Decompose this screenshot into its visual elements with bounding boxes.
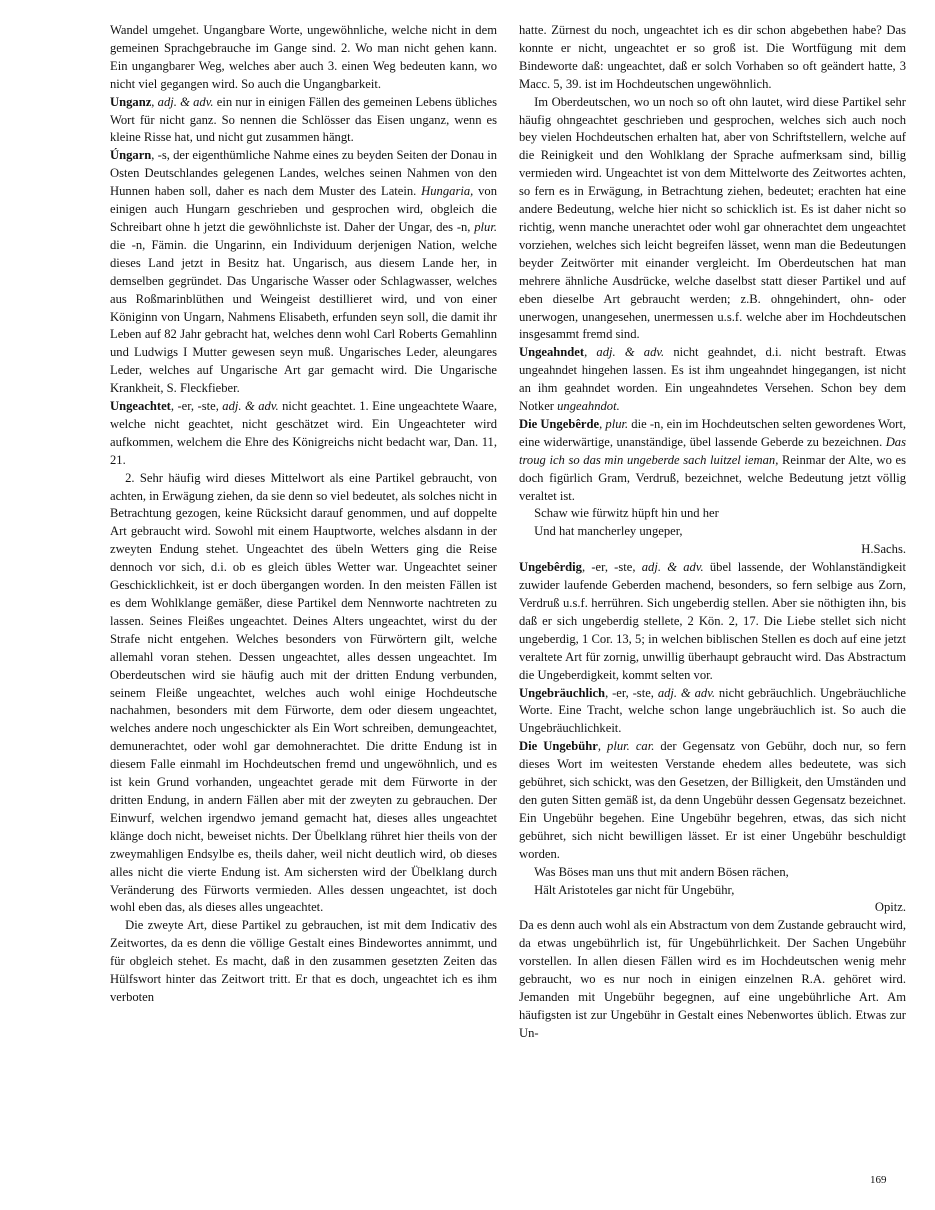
headword: Ungeachtet [110, 399, 171, 414]
grammar-label: adj. & adv. [157, 94, 214, 109]
grammar-label: adj. & adv. [641, 560, 704, 575]
entry-ungeachtet: Ungeachtet, -er, -ste, adj. & adv. nicht geachtet. 1. Eine ungeachtete Waare, welche nicht geachtet, nicht geschätzet wird. Ein Ungeachteter wird aufkommen, welchem die Ehre des Königreichs nicht bedacht war, Dan. 11, 21. [110, 399, 497, 467]
verse-attribution: H.Sachs. [861, 542, 906, 557]
entry-ungeahndet: Ungeahndet, adj. & adv. nicht geahndet, d.i. nicht bestraft. Etwas ungeahndet hingehen lassen. Es ist ihm ungeahndet hingegangen, ist nicht an ihm geahndet worden. Ein ungeahndetes Versehen. Schon bey dem Notker ungeahndot. [519, 345, 907, 414]
entry-ungebuhr: Die Ungebühr, plur. car. der Gegensatz von Gebühr, doch nur, so fern dieses Wort im weitesten Verstande ehedem alles bedeutete, was sich gebühret, sich schickt, was den Gesetzen, der Billigkeit, den Umständen und den guten Sitten gemäß ist, da denn Ungebühr dessen Gegensatz bezeichnet. Ein Ungebühr begehen. Eine Ungebühr begehren, etwas, das sich nicht gebühret, sich nicht bewilligen lässet. Er ist einer Ungebühr beschuldigt worden. [519, 739, 907, 861]
old-form: ungeahndot. [557, 399, 620, 414]
entry-ungeberde: Die Ungebêrde, plur. die -n, ein im Hochdeutschen selten gewordenes Wort, eine widerwärtige, unanständige, übel lassende Geberde zu bezeichnen. Das troug ich so das min ungeberde sach luitzel ieman, Reinmar der Alte, wo es doch figürlich Gram, Verdruß, bezeichnet, welche Bedeutung jetzt völlig veraltet ist. [519, 416, 906, 503]
grammar-label: adj. & adv. [657, 685, 715, 700]
entry-unganz: Unganz, adj. & adv. ein nur in einigen Fällen des gemeinen Lebens übliches Wort für nicht ganz. So nennen die Schlösser das Eisen unganz, wenn es kleine Risse hat, und nicht gut zusammen hängt. [110, 94, 497, 145]
verse-attribution: Opitz. [874, 900, 906, 915]
entry-ungeberdig: Ungebêrdig, -er, -ste, adj. & adv. übel lassende, der Wohlanständigkeit zuwider laufende Geberden machend, besonders, so fern selbige aus Zorn, Verdruß u.s.f. herrühren. Sich ungeberdig stellen. Aber sie nöthigten ihn, bis daß er sich ungeberdig stellete, 2 Kön. 2, 17. Die Liebe stellet sich nicht ungeberdig, 1 Cor. 13, 5; in welchen biblischen Stellen es doch auf eine jetzt veraltete Art für zornig, unwillig überhaupt gebraucht wird. Das Abstractum die Ungeberdigkeit, kommt selten vor. [519, 560, 907, 682]
page-number: 169 [870, 1174, 887, 1186]
headword: Ungebräuchlich [519, 685, 606, 700]
headword: Die Ungebêrde [519, 416, 600, 431]
latin-term: Hungaria, [421, 184, 474, 199]
left-column [110, 22, 497, 1007]
paragraph: Die zweyte Art, diese Partikel zu gebrauchen, ist mit dem Indicativ des Zeitwortes, da es denn die völlige Gestalt eines Bindewortes annimmt, und für obgleich stehet. Es macht, daß in den zusammen gesetzten Zeiten das Hülfswort hinter das Zeitwort tritt. Er that es doch, ungeachtet ich es ihm verboten [110, 918, 497, 1004]
grammar-label: adj. & adv. [596, 345, 665, 360]
entry-ungebrauchlich: Ungebräuchlich, -er, -ste, adj. & adv. nicht gebräuchlich. Ungebräuchliche Worte. Eine Tracht, welche schon lange ungebräuchlich ist. So auch die Ungebräuchlichkeit. [519, 685, 907, 736]
verse-line: Hält Aristoteles gar nicht für Ungebühr, [534, 882, 735, 897]
paragraph: 2. Sehr häufig wird dieses Mittelwort als eine Partikel gebraucht, von achten, in Erwägung ziehen, da sie denn so viel bedeutet, als solches nicht in Betrachtung gezogen, keine Rücksicht darauf genommen, und auf doppelte Art gebraucht wird. Sowohl mit einem Hauptworte, welches alsdann in der zweyten Endung stehet. Ungeachtet des übeln Wetters ging die Reise dennoch vor sich, d.i. ob es gleich übles Wetter war. Ungeachtet seiner Geschicklichkeit, ist er doch übergangen worden. In den meisten Fällen ist es dem Wohlklange gemäßer, diese Partikel dem Nennworte nachtreten zu lassen. Seines Fleißes ungeachtet. Deines Alters ungeachtet, wirst du der Strafe nicht entgehen. Welches besonders von Fürwörtern gilt, welche allemahl voran stehen. Dessen ungeachtet, alles dessen ungeachtet. Im Oberdeutschen wird sie häufig auch mit der dritten Endung verbunden, seinem Fleiße ungeachtet, welches auch wohl einige Hochdeutsche nachahmen, besonders mit dem Fürworte, dem oder diesem ungeachtet, welches andere noch ungeschickter als Ein Wort schreiben, demungeachtet, demunerachtet, oder wohl gar demohnerachtet. Die dritte Endung ist in diesem Falle einmahl im Hochdeutschen fremd und ungewöhnlich, und es ist kein Grund vorhanden, ungeachtet gerade mit dem Fürworte in der dritten Endung, in andern Fällen aber mit der zweyten zu gebrauchen. Der Einwurf, welchen irgendwo jemand gemacht hat, dieses alles ungeachtet klänge doch nicht, beweiset nichts. Der Übelklang rühret hier theils von der zweymahligen Endsylbe es, theils daher, weil nicht deutlich wird, ob dieses alles nicht die vierte Endung ist. Am sichersten wird der Übelklang durch Veränderung des Fürworts vermieden. Alles dessen ungeachtet, ist doch wohl eben das, als dieses alles ungeachtet. [110, 470, 497, 915]
entry-ungarn: Úngarn, -s, der eigenthümliche Nahme eines zu beyden Seiten der Donau in Osten Deutschlandes gelegenen Landes, welches seinen Nahmen von den Hunnen haben soll, daher es nach dem Muster des Latein. Hungaria, von einigen auch Hungarn geschrieben und gesprochen wird, obgleich die Schreibart ohne h jetzt die gewöhnlichste ist. Daher der Ungar, des -n, plur. die -n, Fämin. die Ungarinn, ein Individuum derjenigen Nation, welche dieses Land jetzt in Besitz hat. Ungarisch, aus diesem Lande her, in demselben gegründet. Das Ungarische Wasser oder Schlagwasser, welches aus Roßmarinblüthen und Weingeist destillieret wird, und von einer Königinn von Ungarn, Nahmens Elisabeth, erfunden seyn soll, die damit ihr Leben auf 82 Jahr gebracht hat, welches denn wohl Carl Roberts Gemahlinn und Ludwigs I Mutter gewesen seyn muß. Ungarisches Leder, aleungares Leder, welches auf Ungarische Art gar gemacht wird. Die Ungarische Krankheit, S. Fleckfieber. [110, 148, 498, 396]
headword: Ungebêrdig [519, 560, 582, 575]
grammar-label: plur. [474, 219, 497, 234]
grammar-label: plur. [605, 416, 629, 431]
grammar-label: plur. car. [607, 739, 655, 754]
headword: Úngarn [110, 148, 152, 163]
verse-line: Schaw wie fürwitz hüpft hin und her [534, 506, 719, 521]
paragraph: Da es denn auch wohl als ein Abstractum von dem Zustande gebraucht wird, da etwas ungebührlich ist, für Ungebührlichkeit. Der Sachen Ungebühr vorstellen. In allen diesen Fällen wird es im Hochdeutschen wenig mehr gebraucht, wo es nur noch in einigen einzelnen R.A. gehöret wird. Jemanden mit Ungebühr begegnen, auf eine ungebührliche Art. Am häufigsten ist zur Ungebühr in Gestalt eines Nebenwortes üblich. Etwas zur Un- [519, 918, 906, 1040]
quotation: Das troug ich so das min ungeberde sach luitzel ieman, [519, 434, 906, 467]
right-column [519, 22, 906, 1043]
paragraph: Im Oberdeutschen, wo un noch so oft ohn lautet, wird diese Partikel sehr häufig ohngeachtet geschrieben und gesprochen, welches sich auch noch bey vielen Hochdeutschen erhalten hat, aber von Schriftstellern, welche auf die Reinigkeit und den Wohlklang der Sprache aufmerksam sind, billig vermieden wird. Ungeachtet ist von dem Mittelworte des Zeitwortes achten, so fern es in Erwägung, in Betrachtung ziehen, bedeutet; erachten hat eine andere Bedeutung, welche hier nicht so schicklich ist. Es ist daher nicht so richtig, wenn manche unerachtet oder wohl gar ohnerachtet dem ungeachtet vorziehen, welches sich leicht begreifen lässet, wenn man die Bedeutungen beyder Zeitwörter mit einander vergleicht. Im Oberdeutschen hat man mehrere ähnliche Ausdrücke, welche daselbst statt dieser Partikel und auf eben dieselbe Art gebraucht werden; z.B. ohngehindert, ohn- oder unerwogen, unangesehen, unermessen u.s.f. welche aber im Hochdeutschen insgesammt fremd sind. [519, 94, 906, 342]
headword: Unganz [110, 94, 152, 109]
verse-line: Was Böses man uns thut mit andern Bösen rächen, [534, 864, 789, 879]
paragraph: hatte. Zürnest du noch, ungeachtet ich es dir schon abgebethen habe? Das konnte er nicht, ungeachtet er so groß ist. Die Wortfügung mit dem Bindeworte daß: ungeachtet, daß er solch Vorhaben so oft geändert hatte, 3 Macc. 5, 39. ist im Hochdeutschen ungewöhnlich. [519, 23, 906, 91]
headword: Die Ungebühr [519, 739, 598, 754]
paragraph: Wandel umgehet. Ungangbare Worte, ungewöhnliche, welche nicht in dem gemeinen Sprachgebrauche im Gange sind. 2. Wo man nicht gehen kann. Ein ungangbarer Weg, welches aber auch 3. einen Weg bedeuten kann, wo nicht viel gegangen wird. So auch die Ungangbarkeit. [110, 23, 497, 91]
grammar-label: adj. & adv. [222, 399, 279, 414]
headword: Ungeahndet [519, 345, 585, 360]
verse-line: Und hat mancherley ungeper, [534, 524, 683, 539]
